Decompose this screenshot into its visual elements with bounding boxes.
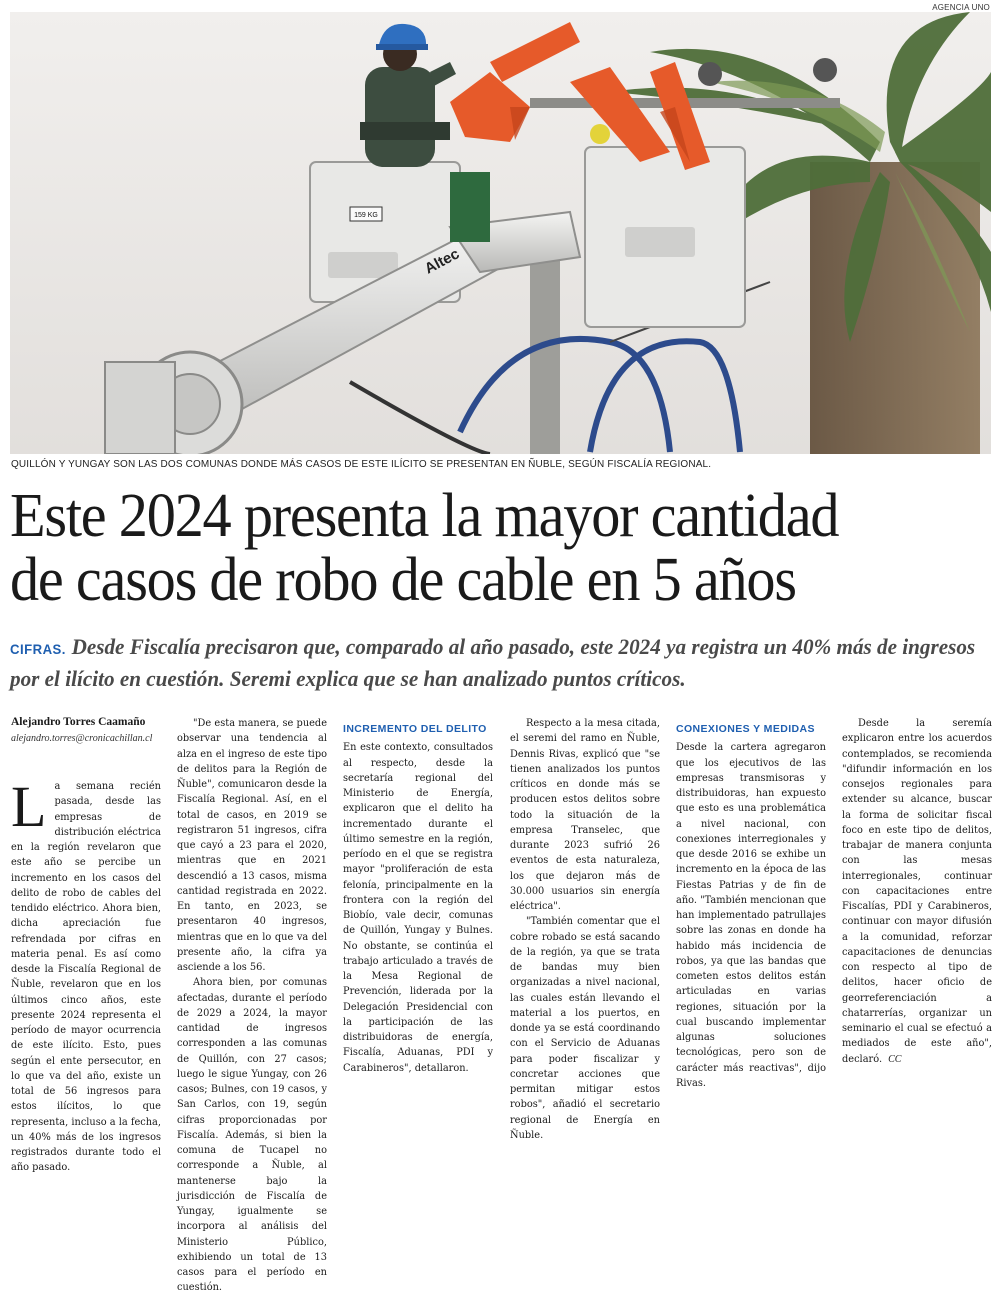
photo-caption: QUILLÓN Y YUNGAY SON LAS DOS COMUNAS DONDE MÁS CASOS DE ESTE ILÍCITO SE PRESENTAN EN ÑUBLE, SEGÚN FISCALÍA REGIONAL.	[11, 459, 712, 470]
article-column-4	[510, 716, 660, 1143]
headline-line-1: Este 2024 presenta la mayor cantidad	[10, 482, 839, 550]
article-paragraph: "De esta manera, se puede observar una tendencia al alza en el ingreso de este tipo de delitos para la Región de Ñuble", comunicaron desde la Fiscalía Regional. Así, en el total de casos, en 2019 se registraron 51 ingresos, cifra que cayó a 23 para el 2020, mientras que en 2021 descendió a 13 casos, misma cantidad registrada en 2022. En tanto, en 2023, se presentaron 40 ingresos, mientras que en lo que va del presente año, la cifra ya asciende a los 56.	[177, 718, 327, 973]
byline-author: Alejandro Torres Caamaño	[11, 716, 146, 728]
subhead-conexiones: CONEXIONES Y MEDIDAS	[676, 723, 815, 735]
boom-brand-label: Altec	[421, 245, 463, 278]
article-paragraph: Respecto a la mesa citada, el seremi del ramo en Ñuble, Dennis Rivas, explicó que "se tienen analizados los puntos críticos en donde más se producen estos delitos sobre todo la situación de la empresa Transelec, que durante 2023 sufrió 26 eventos de esta naturaleza, los que dejaron más de 30.000 usuarios sin energía eléctrica".	[510, 718, 660, 912]
photo-credit: AGENCIA UNO	[932, 3, 990, 12]
byline-email[interactable]: alejandro.torres@cronicachillan.cl	[11, 733, 153, 744]
bucket-capacity-label: 159 KG	[354, 212, 378, 219]
subhead-incremento: INCREMENTO DEL DELITO	[343, 723, 487, 735]
lead-photo	[10, 12, 991, 454]
article-paragraph: En este contexto, consultados al respecto, desde la secretaría regional del Ministerio de Energía, explicaron que el delito ha incrementado durante el último semestre en la región, período en el que se registra mayor "proliferación de esta felonía, principalmente en la frontera con la región del Biobío, vale decir, comunas de Quillón, Yungay y Bulnes. No obstante, se continúa el trabajo articulado a través de la Mesa Regional de Prevención, liderada por la Delegación Presidencial con la participación de las distribuidoras de energía, Fiscalía, Aduanas, PDI y Carabineros", detallaron.	[343, 742, 493, 1074]
article-column-1	[11, 774, 162, 1176]
article-paragraph: Desde la cartera agregaron que los ejecutivos de las empresas transmisoras y distribuidoras, han expuesto que esto es una problemática a nivel nacional, con conexiones interregionales y que desde 2016 se exhibe un incremento en la época de las Fiestas Patrias y de fin de año. "También mencionan que han implementado patrullajes sobre las zonas en donde ha habido más incidencia de robos, ya que las bandas que cometen estos delitos están articuladas en varias regiones, situación por la cual buscando implementar algunas soluciones tecnológicas, pero son de carácter más reactivas", dijo Rivas.	[676, 742, 827, 1089]
headline	[10, 484, 936, 612]
end-mark: CC	[888, 1053, 902, 1065]
dek	[10, 632, 988, 693]
article-column-6	[842, 716, 992, 1067]
dek-kicker: CIFRAS.	[10, 641, 66, 657]
headline-line-2: de casos de robo de cable en 5 años	[10, 546, 796, 614]
article-column-5	[676, 716, 826, 1091]
article-paragraph: Ahora bien, por comunas afectadas, durante el período de 2029 a 2024, la mayor cantidad de ingresos corresponden a las comunas de Quillón, con 27 casos; luego le sigue Yungay, con 26 casos; Bulnes, con 19 casos, y San Carlos, con 19, según cifras proporcionadas por Fiscalía. Además, si bien la comuna de Tucapel no corresponde a Ñuble, al mantenerse bajo la jurisdicción de Fiscalía de Yungay, igualmente se incorpora al análisis del Ministerio Público, exhibiendo un total de 13 casos para el período en cuestión.	[177, 977, 327, 1294]
article-paragraph: La semana recién pasada, desde las empresas de distribución eléctrica en la región revelaron que este año se percibe un incremento en los casos del delito de robo de cables del tendido eléctrico. Ahora bien, dicha apreciación fue refrendada por cifras en materia penal. Es así como desde la Fiscalía Regional de Ñuble, revelaron que en los últimos cinco años, este presente 2024 representa el período de mayor ocurrencia de este ilícito. Esto, pues según el ente persecutor, en lo que va del año, existe un total de 56 ingresos para estos ilícitos, lo que representa, incluso a la fecha, un 40% más de los ingresos registrados durante todo el año pasado.	[11, 774, 162, 1174]
article-column-2	[177, 716, 327, 1296]
dropcap: L	[11, 774, 47, 839]
article-paragraph: Desde la seremía explicaron entre los acuerdos contemplados, se recomienda "difundir información en los consejos regionales para extender su alcance, buscar la forma de solicitar fiscal foco en este tipo de delitos, trabajar de manera conjunta con las mesas interregionales, continuar con capacitaciones entre Fiscalías, PDI y Carabineros, continuar con mayor difusión a la comunidad, reforzar capacitaciones de denuncias con respecto al tipo de delitos, hacer oficio de georreferenciación a chatarrerías, organizar un seminario el cual se efectuó a mediados de este año", declaró. CC	[842, 718, 992, 1065]
article-paragraph: "También comentar que el cobre robado se está sacando de la región, ya que se trata de bandas muy bien organizadas a nivel nacional, las cuales están llevando el material a los puertos, en donde ya se está coordinando con el Servicio de Aduanas para poder fiscalizar y concretar acciones que permitan mitigar estos robos", añadió el secretario regional de Energía en Ñuble.	[510, 916, 660, 1141]
article-column-3	[343, 716, 493, 1076]
dek-text: Desde Fiscalía precisaron que, comparado al año pasado, este 2024 ya registra un 40% más de ingresos por el ilícito en cuestión. Seremi explica que se han analizado puntos críticos.	[10, 634, 976, 691]
